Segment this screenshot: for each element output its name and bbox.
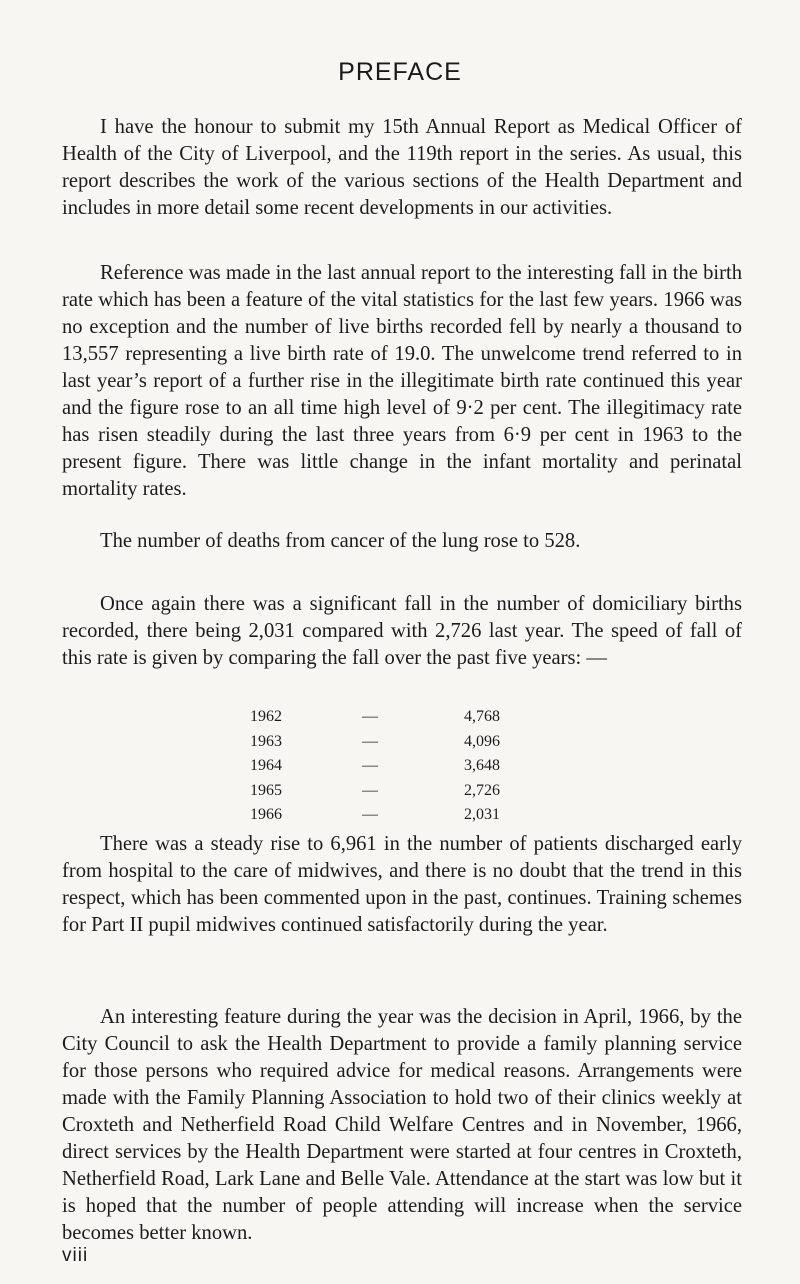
table-row xyxy=(250,754,530,779)
table-year: 1962 xyxy=(250,708,282,726)
paragraph-family-planning: An interesting feature during the year was the decision in April, 1966, by the City Council to ask the Health Department to provide a family planning service for those persons who required advice for medical reasons. Arrangements were made with the Family Planning Association to hold two of their clinics weekly at Croxteth and Netherfield Road Child Welfare Centres and in November, 1966, direct services by the Health Department were started at four centres in Croxteth, Netherfield Road, Lark Lane and Belle Vale. Attendance at the start was low but it is hoped that the number of people attending will increase when the service becomes better known. xyxy=(62,1006,742,1244)
page-title: PREFACE xyxy=(338,58,462,86)
table-row xyxy=(250,779,530,804)
table-dash: — xyxy=(362,708,378,726)
table-dash: — xyxy=(362,781,378,799)
paragraph-birth-rate: Reference was made in the last annual report to the interesting fall in the birth rate which has been a feature of the vital statistics for the last few years. 1966 was no exception and the number of live births recorded fell by nearly a thousand to 13,557 representing a live birth rate of 19.0. The unwelcome trend referred to in last year’s report of a further rise in the illegitimate birth rate continued this year and the figure rose to an all time high level of 9·2 per cent. The illegitimacy rate has risen steadily during the last three years from 6·9 per cent in 1963 to the present figure. There was little change in the infant mortality and perinatal mortality rates. xyxy=(62,262,742,500)
table-row xyxy=(250,803,530,828)
table-value: 4,768 xyxy=(464,708,500,726)
paragraph-lung-cancer: The number of deaths from cancer of the lung rose to 528. xyxy=(100,530,581,552)
table-dash: — xyxy=(362,806,378,824)
page-number: viii xyxy=(62,1245,89,1266)
table-value: 3,648 xyxy=(464,757,500,775)
table-dash: — xyxy=(362,732,378,750)
table-dash: — xyxy=(362,757,378,775)
table-value: 2,031 xyxy=(464,806,500,824)
table-value: 4,096 xyxy=(464,732,500,750)
table-row xyxy=(250,730,530,755)
table-row xyxy=(250,705,530,730)
table-year: 1965 xyxy=(250,781,282,799)
table-value: 2,726 xyxy=(464,781,500,799)
table-year: 1964 xyxy=(250,757,282,775)
table-year: 1963 xyxy=(250,732,282,750)
paragraph-early-discharge: There was a steady rise to 6,961 in the number of patients discharged early from hospital to the care of midwives, and there is no doubt that the trend in this respect, which has been commented upon in the past, continues. Training schemes for Part II pupil midwives continued satisfactorily during the year. xyxy=(62,833,742,936)
paragraph-domiciliary-births: Once again there was a significant fall in the number of domiciliary births recorded, there being 2,031 compared with 2,726 last year. The speed of fall of this rate is given by comparing the fall over the past five years: — xyxy=(62,593,742,669)
paragraph-intro: I have the honour to submit my 15th Annual Report as Medical Officer of Health of the City of Liverpool, and the 119th report in the series. As usual, this report describes the work of the various sections of the Health Department and includes in more detail some recent developments in our activities. xyxy=(62,116,742,219)
domiciliary-births-table xyxy=(250,705,530,828)
table-year: 1966 xyxy=(250,806,282,824)
